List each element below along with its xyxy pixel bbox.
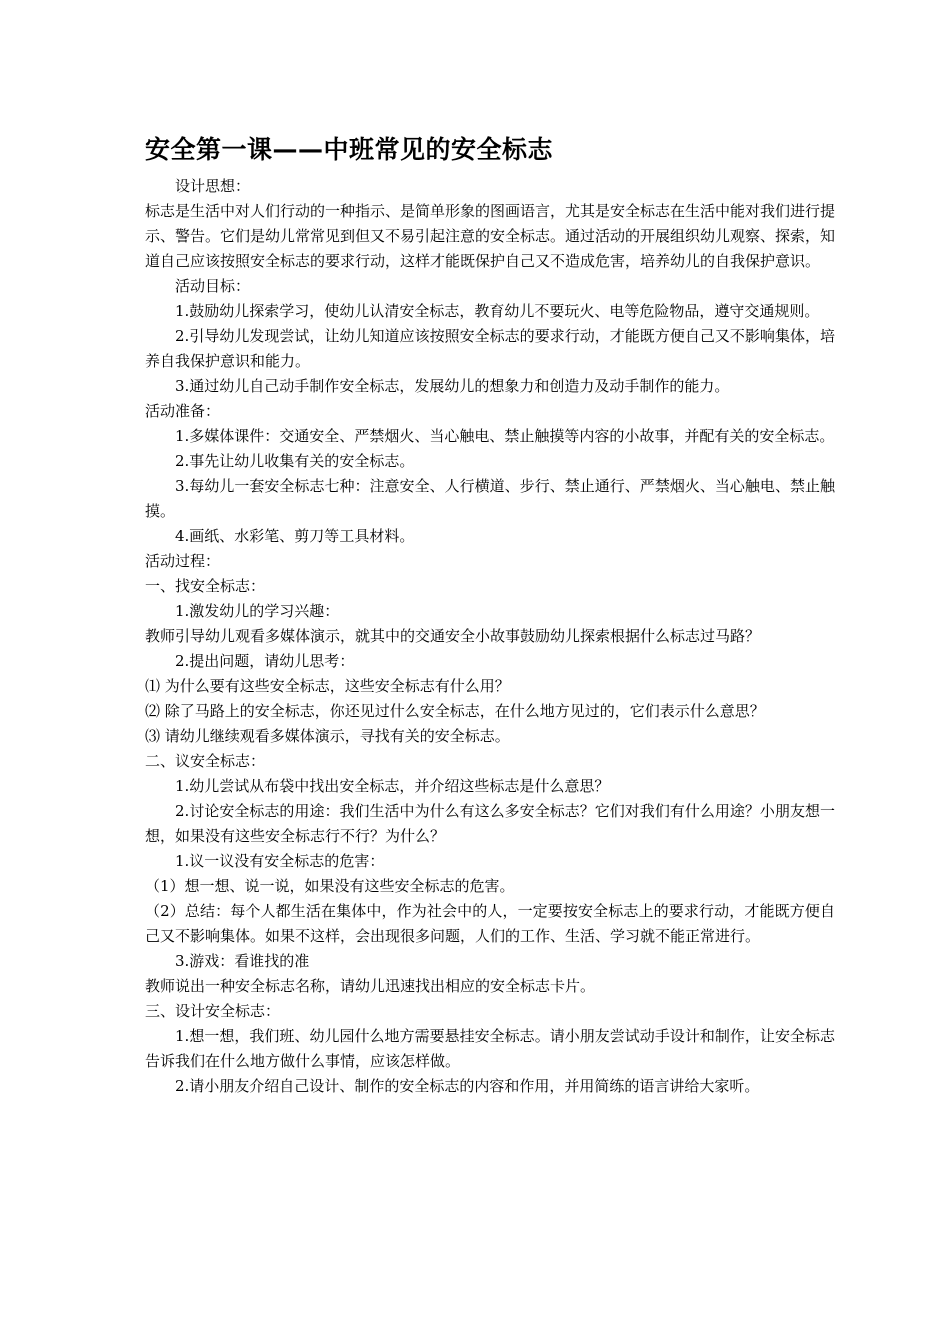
paragraph: （2）总结：每个人都生活在集体中，作为社会中的人，一定要按安全标志上的要求行动，才能既方便自己又不影响集体。如果不这样，会出现很多问题，人们的工作、生活、学习就不能正常进行。 [145,902,835,945]
document-page [145,132,835,1099]
paragraph: 1.议一议没有安全标志的危害： [175,852,385,870]
paragraph: 教师说出一种安全标志名称，请幼儿迅速找出相应的安全标志卡片。 [145,977,596,995]
paragraph: 2.提出问题，请幼儿思考： [175,652,355,670]
paragraph: 一、找安全标志： [145,577,266,595]
paragraph: 教师引导幼儿观看多媒体演示，就其中的交通安全小故事鼓励幼儿探索根据什么标志过马路？ [145,627,761,645]
document-body [145,174,835,1099]
paragraph: 2.引导幼儿发现尝试，让幼儿知道应该按照安全标志的要求行动，才能既方便自己又不影响集体，培养自我保护意识和能力。 [145,327,835,370]
paragraph: 2.事先让幼儿收集有关的安全标志。 [175,452,415,470]
paragraph: 4.画纸、水彩笔、剪刀等工具材料。 [175,527,415,545]
paragraph: 3.通过幼儿自己动手制作安全标志，发展幼儿的想象力和创造力及动手制作的能力。 [175,377,730,395]
paragraph: （1）想一想、说一说，如果没有这些安全标志的危害。 [145,877,515,895]
paragraph: 3.游戏：看谁找的准 [175,952,310,970]
paragraph: 活动过程： [145,552,221,570]
paragraph: 3.每幼儿一套安全标志七种：注意安全、人行横道、步行、禁止通行、严禁烟火、当心触电、禁止触摸。 [145,477,835,520]
paragraph: 活动目标： [175,277,251,295]
paragraph: 2.讨论安全标志的用途：我们生活中为什么有这么多安全标志？它们对我们有什么用途？小朋友想一想，如果没有这些安全标志行不行？为什么？ [145,802,835,845]
paragraph: 二、议安全标志： [145,752,266,770]
paragraph: 1.激发幼儿的学习兴趣： [175,602,340,620]
paragraph: 活动准备： [145,402,221,420]
paragraph: 三、设计安全标志： [145,1002,281,1020]
paragraph: 2.请小朋友介绍自己设计、制作的安全标志的内容和作用，并用简练的语言讲给大家听。 [175,1077,760,1095]
paragraph: ⑶ 请幼儿继续观看多媒体演示，寻找有关的安全标志。 [145,727,510,745]
paragraph: 1.幼儿尝试从布袋中找出安全标志，并介绍这些标志是什么意思？ [175,777,610,795]
paragraph: 标志是生活中对人们行动的一种指示、是简单形象的图画语言，尤其是安全标志在生活中能对我们进行提示、警告。它们是幼儿常常见到但又不易引起注意的安全标志。通过活动的开展组织幼儿观察、探索，知道自己应该按照安全标志的要求行动，这样才能既保护自己又不造成危害，培养幼儿的自我保护意识。 [145,202,836,270]
document-title: 安全第一课——中班常见的安全标志 [145,135,554,164]
paragraph: ⑴ 为什么要有这些安全标志，这些安全标志有什么用？ [145,677,510,695]
paragraph: 1.鼓励幼儿探索学习，使幼儿认清安全标志，教育幼儿不要玩火、电等危险物品，遵守交通规则。 [175,302,820,320]
paragraph: ⑵ 除了马路上的安全标志，你还见过什么安全标志，在什么地方见过的，它们表示什么意思？ [145,702,765,720]
paragraph: 1.想一想，我们班、幼儿园什么地方需要悬挂安全标志。请小朋友尝试动手设计和制作，让安全标志告诉我们在什么地方做什么事情，应该怎样做。 [145,1027,835,1070]
paragraph: 1.多媒体课件：交通安全、严禁烟火、当心触电、禁止触摸等内容的小故事，并配有关的安全标志。 [175,427,835,445]
paragraph: 设计思想： [175,177,251,195]
